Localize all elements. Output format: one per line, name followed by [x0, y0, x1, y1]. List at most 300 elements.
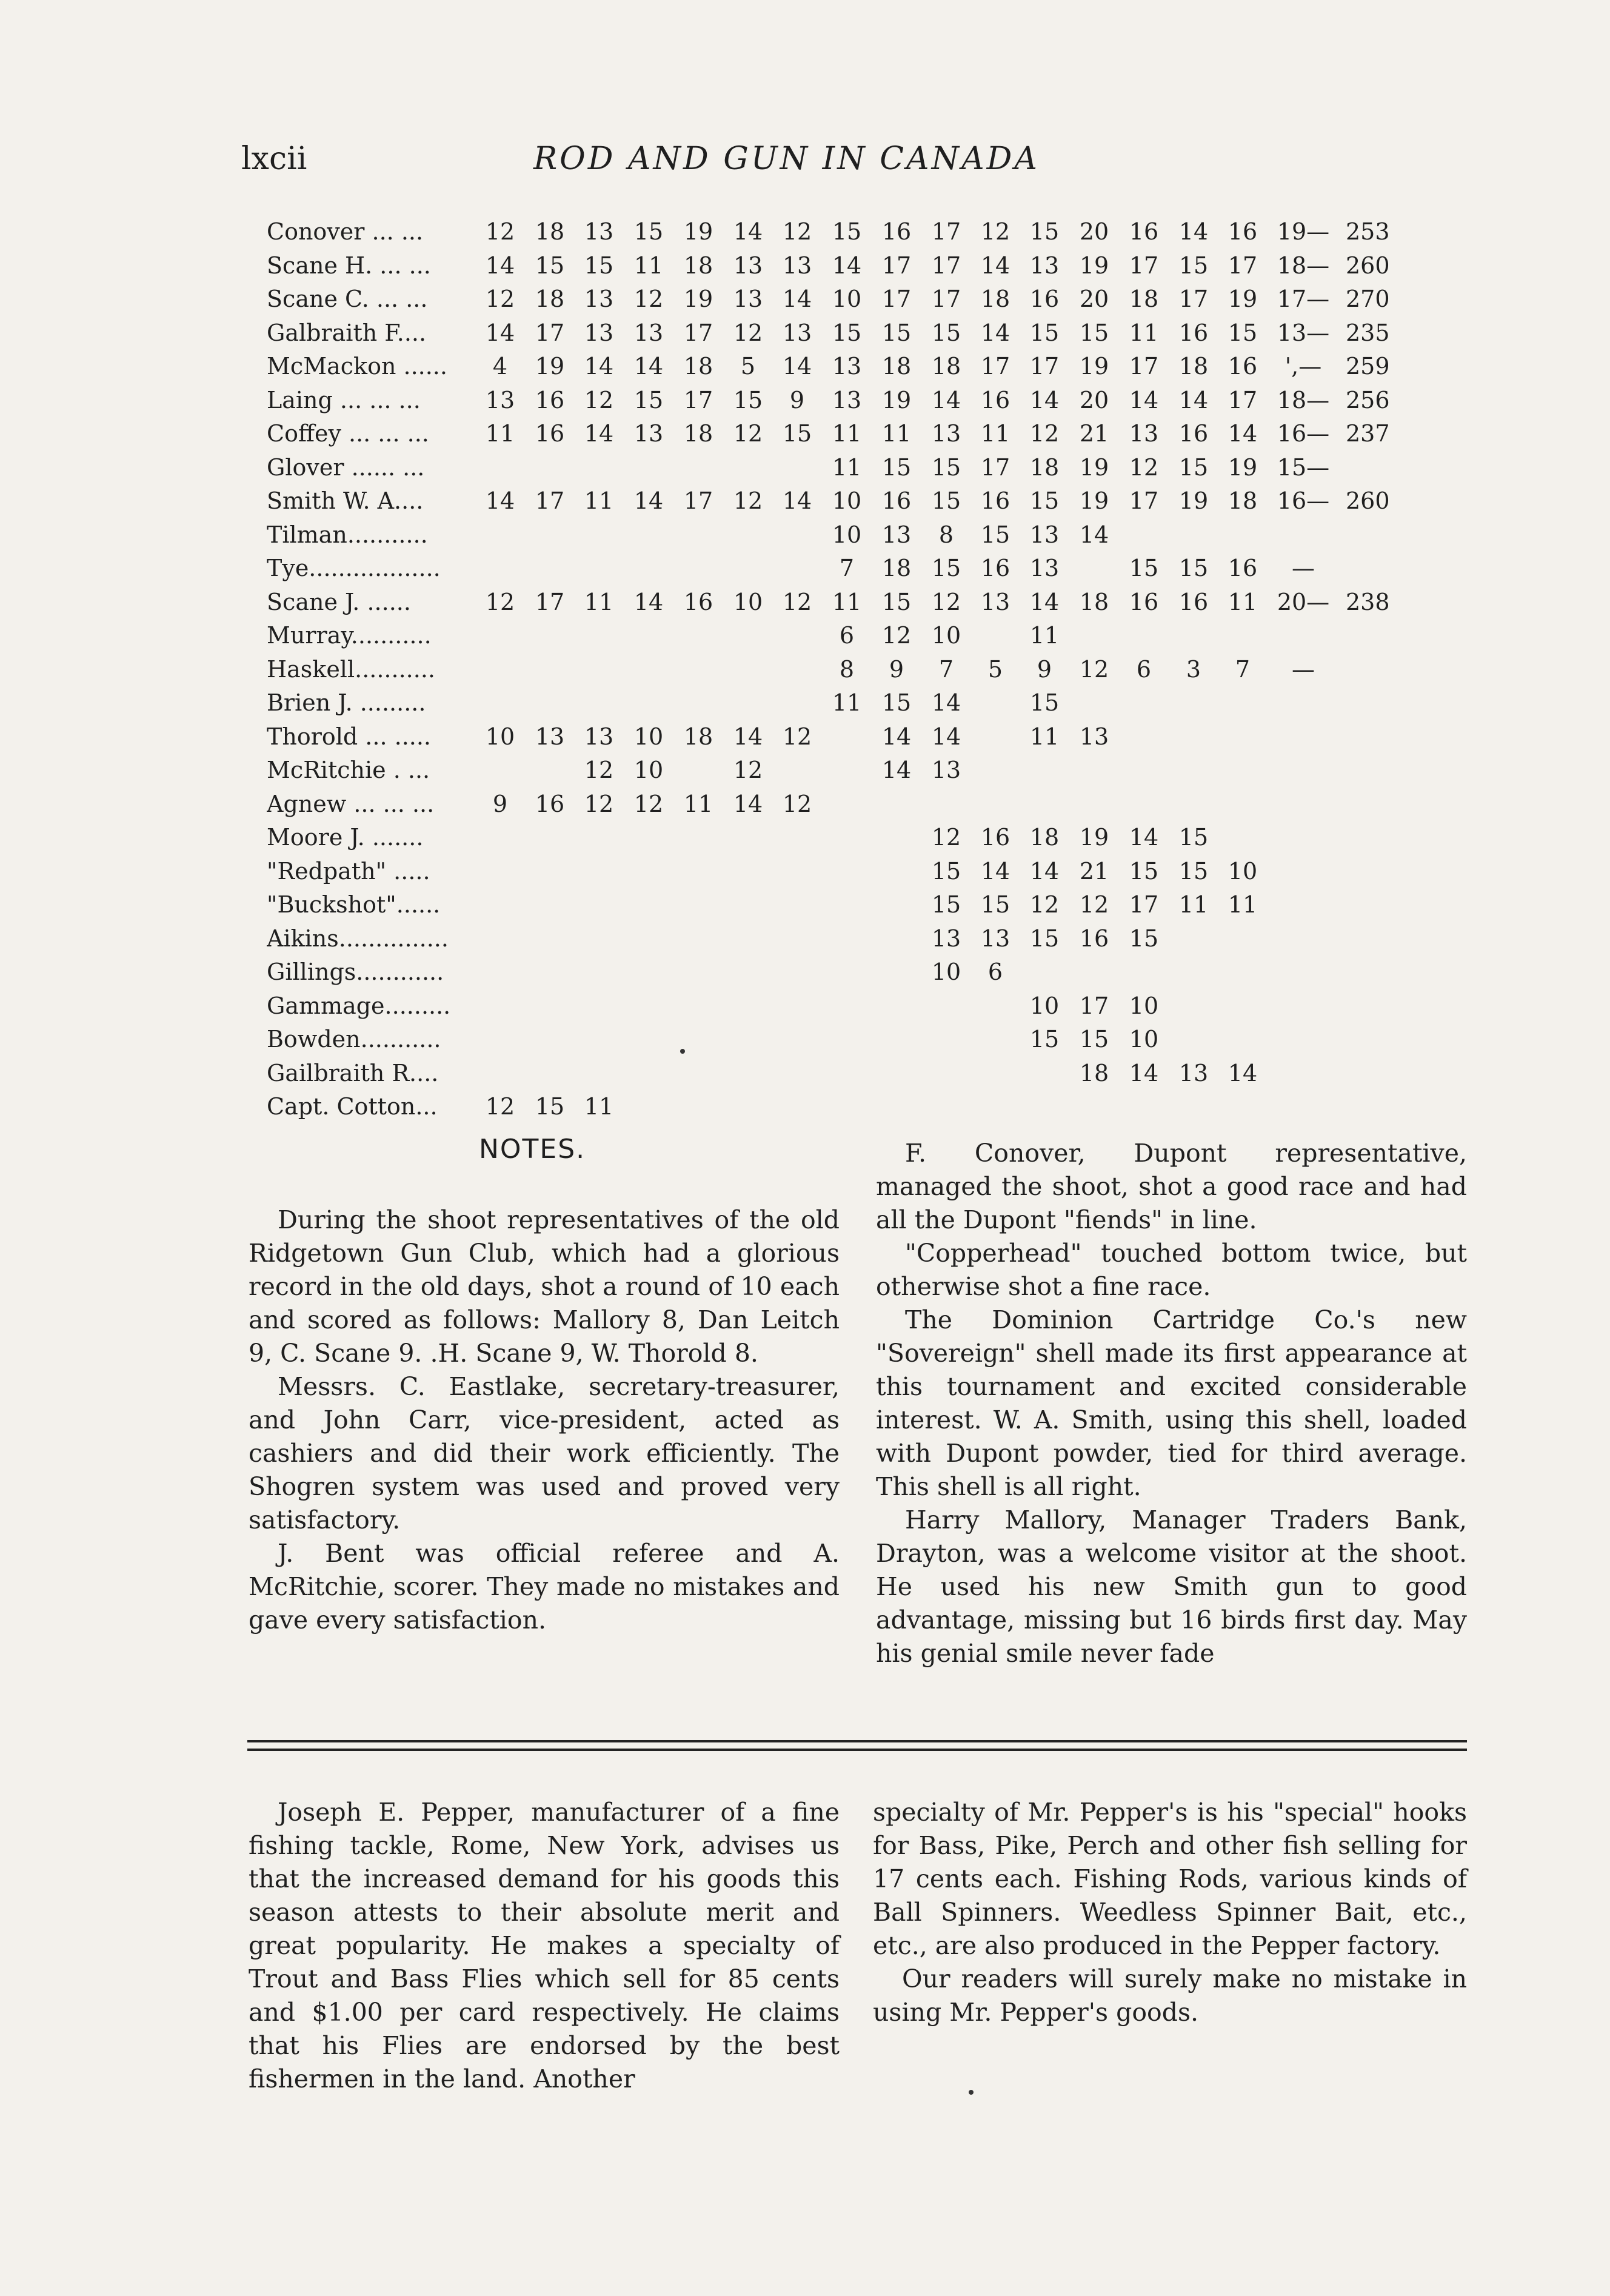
shooter-name: McMackon ......	[267, 353, 447, 380]
article-paragraph: Joseph E. Pepper, manufacturer of a fine fishing tackle, Rome, New York, advises us that the increased demand for his goods this season attests to their absolute merit and great popularity. He makes a specialty of Trout and Bass Flies which sell for 85 cents and $1.00 per card respectively. He claims that his Flies are endorsed by the best fishermen in the land. Another	[249, 1798, 840, 2094]
score-cell: 11	[584, 487, 614, 514]
score-cell: 13	[733, 252, 763, 279]
score-cell: 12	[584, 790, 614, 817]
score-cell: 14	[733, 723, 763, 750]
score-cell: 17	[1079, 992, 1109, 1019]
score-cell: 11	[1228, 891, 1258, 918]
score-cell: 16	[1079, 925, 1109, 952]
score-cell: 10	[832, 487, 862, 514]
score-cell: 14	[1029, 857, 1060, 885]
score-cell: 13	[584, 319, 614, 346]
score-cell: 12	[782, 790, 812, 817]
score-cell: 17	[881, 252, 912, 279]
table-row	[267, 350, 1467, 384]
score-cell: 14	[633, 588, 664, 615]
score-cell: 17	[1129, 487, 1159, 514]
double-rule-bottom	[247, 1749, 1467, 1751]
score-cell: 11	[1129, 319, 1159, 346]
score-cell: 13	[881, 521, 912, 548]
score-cell: 8	[938, 521, 954, 548]
total-cell: 260	[1346, 252, 1390, 279]
notes-paragraph: The Dominion Cartridge Co.'s new "Sovereign" shell made its first appearance at this tournament and excited considerable interest. W. A. Smith, using this shell, loaded with Dupont powder, tied for third average. This shell is all right.	[876, 1305, 1467, 1501]
score-cell: 15	[980, 521, 1010, 548]
score-cell: 19	[1079, 252, 1109, 279]
score-cell: 11	[832, 454, 862, 481]
score-cell: 18	[1079, 1059, 1109, 1086]
score-cell: 12	[931, 824, 961, 851]
table-row	[267, 1090, 1467, 1124]
score-cell: 15	[980, 891, 1010, 918]
table-row	[267, 956, 1467, 989]
table-row	[267, 484, 1467, 518]
score-cell: 18	[881, 555, 912, 581]
score-cell: 15	[535, 252, 565, 279]
score-cell: 10	[931, 622, 961, 649]
score-cell: 15	[1029, 1026, 1060, 1053]
score-cell: 13	[1029, 252, 1060, 279]
score-cell: 19	[1228, 286, 1258, 312]
score-cell: 16	[1129, 588, 1159, 615]
table-row	[267, 316, 1467, 350]
score-cell: 14	[980, 857, 1010, 885]
total-cell: 253	[1346, 218, 1390, 245]
score-cell: —	[1292, 555, 1315, 581]
shooter-name: Tye..................	[267, 555, 441, 581]
score-cell: 18	[1129, 286, 1159, 312]
table-row	[267, 720, 1467, 754]
score-cell: 17	[1129, 252, 1159, 279]
score-cell: 12	[1079, 891, 1109, 918]
shooter-name: Capt. Cotton...	[267, 1093, 438, 1120]
score-cell: 15—	[1277, 454, 1330, 481]
score-cell: 18	[980, 286, 1010, 312]
score-cell: 14	[485, 487, 515, 514]
score-cell: 9	[492, 790, 508, 817]
score-cell: 13	[931, 757, 961, 783]
score-cell: 17	[683, 319, 713, 346]
score-cell: 15	[931, 319, 961, 346]
score-cell: 5	[740, 353, 756, 380]
score-cell: 11	[980, 420, 1010, 447]
score-cell: 7	[839, 555, 855, 581]
score-cell: 13	[1029, 555, 1060, 581]
score-cell: 17	[1029, 353, 1060, 380]
score-cell: 13	[832, 353, 862, 380]
table-row	[267, 283, 1467, 316]
score-cell: 13	[980, 588, 1010, 615]
score-cell: 19	[683, 286, 713, 312]
shooter-name: Gailbraith R....	[267, 1059, 439, 1086]
score-cell: 10	[931, 959, 961, 985]
score-cell: 16	[1228, 555, 1258, 581]
score-cell: 13	[980, 925, 1010, 952]
score-cell: 17	[931, 252, 961, 279]
score-cell: 19	[1079, 824, 1109, 851]
score-cell: 19	[1228, 454, 1258, 481]
score-cell: 12	[633, 790, 664, 817]
score-cell: 13	[633, 319, 664, 346]
score-cell: 14	[931, 386, 961, 413]
score-cell: 12	[733, 487, 763, 514]
table-row	[267, 788, 1467, 822]
score-cell: 15	[633, 218, 664, 245]
score-cell: 20	[1079, 386, 1109, 413]
score-cell: 18—	[1277, 386, 1330, 413]
score-cell: 16	[1178, 420, 1209, 447]
score-cell: 15	[832, 319, 862, 346]
score-cell: 14	[881, 723, 912, 750]
table-row	[267, 1057, 1467, 1091]
score-cell: 11	[584, 1093, 614, 1120]
total-cell: 235	[1346, 319, 1390, 346]
article-paragraph: Our readers will surely make no mistake in using Mr. Pepper's goods.	[873, 1964, 1467, 2027]
score-cell: 16	[980, 487, 1010, 514]
score-cell: 10	[832, 286, 862, 312]
shooter-name: "Buckshot"......	[267, 891, 441, 918]
score-cell: 17	[980, 454, 1010, 481]
notes-paragraph: J. Bent was official referee and A. McRitchie, scorer. They made no mistakes and gave every satisfaction.	[249, 1539, 840, 1635]
score-cell: 13	[584, 218, 614, 245]
table-row	[267, 821, 1467, 855]
score-cell: 18	[1079, 588, 1109, 615]
shooter-name: Scane H. ... ...	[267, 252, 431, 279]
score-cell: 16	[881, 218, 912, 245]
score-cell: 15	[1129, 925, 1159, 952]
score-cell: 17—	[1277, 286, 1330, 312]
score-cell: 11	[1029, 723, 1060, 750]
score-cell: 13	[1029, 521, 1060, 548]
score-cell: 11	[1228, 588, 1258, 615]
score-cell: 16	[980, 555, 1010, 581]
score-cell: 20	[1079, 286, 1109, 312]
shooter-name: Scane C. ... ...	[267, 286, 428, 312]
notes-paragraph: F. Conover, Dupont representative, managed the shoot, shot a good race and had all the Dupont "fiends" in line.	[876, 1139, 1467, 1234]
shooter-name: Haskell...........	[267, 655, 435, 683]
score-cell: 14	[584, 353, 614, 380]
score-cell: 18	[683, 420, 713, 447]
score-cell: 17	[1129, 891, 1159, 918]
shooter-name: Galbraith F....	[267, 319, 427, 346]
score-cell: 15	[881, 588, 912, 615]
score-cell: 13	[782, 252, 812, 279]
score-cell: 17	[980, 353, 1010, 380]
score-cell: 15	[733, 386, 763, 413]
score-cell: 11	[881, 420, 912, 447]
score-cell: 3	[1186, 655, 1201, 683]
score-cell: 12	[485, 1093, 515, 1120]
score-cell: 12	[1029, 420, 1060, 447]
score-cell: 17	[683, 386, 713, 413]
score-cell: 10	[832, 521, 862, 548]
shooter-name: Coffey ... ... ...	[267, 420, 429, 447]
score-cell: 13	[1079, 723, 1109, 750]
score-cell: 11	[633, 252, 664, 279]
score-cell: 7	[1235, 655, 1251, 683]
score-cell: 19—	[1277, 218, 1330, 245]
score-cell: 8	[839, 655, 855, 683]
score-cell: 14	[633, 487, 664, 514]
table-row	[267, 754, 1467, 788]
score-cell: 9	[889, 655, 904, 683]
score-cell: 12	[881, 622, 912, 649]
score-cell: 15	[931, 555, 961, 581]
score-cell: 14	[1079, 521, 1109, 548]
score-cell: 14	[633, 353, 664, 380]
score-table	[267, 215, 1467, 1124]
table-row	[267, 384, 1467, 418]
table-row	[267, 922, 1467, 956]
shooter-name: Thorold ... .....	[267, 723, 432, 750]
page-number: lxcii	[241, 141, 307, 177]
notes-left-column	[249, 1203, 840, 1637]
score-cell: 13	[584, 286, 614, 312]
score-cell: 16	[1228, 353, 1258, 380]
notes-paragraph: Messrs. C. Eastlake, secretary-treasurer, and John Carr, vice-president, acted as cashiers and did their work efficiently. The Shogren system was used and proved very satisfactory.	[249, 1372, 840, 1535]
score-cell: 14	[1178, 386, 1209, 413]
pepper-left-column	[249, 1796, 840, 2096]
score-cell: 13	[931, 420, 961, 447]
score-cell: 15	[1178, 857, 1209, 885]
score-cell: 9	[789, 386, 805, 413]
score-cell: 17	[931, 218, 961, 245]
total-cell: 270	[1346, 286, 1390, 312]
score-cell: 15	[1228, 319, 1258, 346]
score-cell: 15	[931, 487, 961, 514]
score-cell: 12	[931, 588, 961, 615]
score-cell: 17	[1228, 252, 1258, 279]
shooter-name: Bowden...........	[267, 1026, 441, 1053]
table-row	[267, 417, 1467, 451]
score-cell: 12	[980, 218, 1010, 245]
score-cell: 13	[931, 925, 961, 952]
score-cell: 16	[980, 824, 1010, 851]
score-cell: 21	[1079, 857, 1109, 885]
score-cell: 14	[584, 420, 614, 447]
notes-paragraph: "Copperhead" touched bottom twice, but otherwise shot a fine race.	[876, 1239, 1467, 1301]
shooter-name: Agnew ... ... ...	[267, 790, 435, 817]
shooter-name: Tilman...........	[267, 521, 428, 548]
article-paragraph: specialty of Mr. Pepper's is his "special" hooks for Bass, Pike, Perch and other fish selling for 17 cents each. Fishing Rods, various kinds of Ball Spinners. Weedless Spinner Bait, etc., etc., are also produced in the Pepper factory.	[873, 1798, 1467, 1960]
score-cell: 14	[1129, 1059, 1159, 1086]
score-cell: 14	[782, 487, 812, 514]
score-cell: 15	[782, 420, 812, 447]
score-cell: 14	[1228, 1059, 1258, 1086]
score-cell: 14	[980, 252, 1010, 279]
table-row	[267, 518, 1467, 552]
score-cell: 14	[980, 319, 1010, 346]
notes-heading: NOTES.	[479, 1134, 586, 1165]
table-row	[267, 586, 1467, 620]
double-rule-top	[247, 1740, 1467, 1742]
score-cell: 16	[535, 386, 565, 413]
score-cell: 12	[1079, 655, 1109, 683]
score-cell: 12	[485, 218, 515, 245]
score-cell: 12	[1029, 891, 1060, 918]
notes-paragraph: During the shoot representatives of the old Ridgetown Gun Club, which had a glorious record in the old days, shot a round of 10 each and scored as follows: Mallory 8, Dan Leitch 9, C. Scane 9. .H. Scane 9, W. Thorold 8.	[249, 1205, 840, 1368]
score-cell: 15	[633, 386, 664, 413]
score-cell: 15	[1178, 824, 1209, 851]
score-cell: 14	[1178, 218, 1209, 245]
score-cell: 15	[931, 857, 961, 885]
score-cell: 12	[733, 757, 763, 783]
score-cell: 19	[1079, 353, 1109, 380]
score-cell: 19	[1079, 487, 1109, 514]
score-cell: 4	[492, 353, 508, 380]
score-cell: 18	[1029, 824, 1060, 851]
score-cell: 14	[931, 723, 961, 750]
score-cell: 18—	[1277, 252, 1330, 279]
score-cell: 6	[1136, 655, 1152, 683]
score-cell: 11	[584, 588, 614, 615]
score-cell: 15	[1029, 925, 1060, 952]
score-cell: 15	[881, 319, 912, 346]
shooter-name: Aikins...............	[267, 925, 449, 952]
score-cell: 15	[1029, 319, 1060, 346]
shooter-name: McRitchie . ...	[267, 757, 430, 783]
score-cell: 13—	[1277, 319, 1330, 346]
score-cell: 15	[1178, 555, 1209, 581]
notes-right-column	[876, 1137, 1467, 1670]
score-cell: 13	[1129, 420, 1159, 447]
score-cell: 16	[1129, 218, 1159, 245]
score-cell: 16	[535, 790, 565, 817]
score-cell: 20—	[1277, 588, 1330, 615]
score-cell: 15	[1029, 218, 1060, 245]
score-cell: 19	[1079, 454, 1109, 481]
score-cell: 14	[1129, 386, 1159, 413]
score-cell: 15	[1029, 487, 1060, 514]
score-cell: 15	[931, 454, 961, 481]
table-row	[267, 215, 1467, 249]
score-cell: 10	[1129, 992, 1159, 1019]
score-cell: 17	[535, 588, 565, 615]
score-cell: 15	[881, 689, 912, 716]
score-cell: 19	[535, 353, 565, 380]
score-cell: 17	[535, 319, 565, 346]
score-cell: 13	[535, 723, 565, 750]
score-cell: 14	[832, 252, 862, 279]
score-cell: 16—	[1277, 487, 1330, 514]
score-cell: 15	[1178, 454, 1209, 481]
running-head: ROD AND GUN IN CANADA	[533, 141, 1040, 177]
score-cell: 10	[633, 757, 664, 783]
score-cell: 16	[683, 588, 713, 615]
table-row	[267, 653, 1467, 687]
score-cell: 14	[1228, 420, 1258, 447]
score-cell: 6	[839, 622, 855, 649]
table-row	[267, 619, 1467, 653]
score-cell: 12	[633, 286, 664, 312]
score-cell: 17	[683, 487, 713, 514]
score-cell: 17	[535, 487, 565, 514]
score-cell: 11	[1178, 891, 1209, 918]
total-cell: 237	[1346, 420, 1390, 447]
score-cell: 11	[683, 790, 713, 817]
score-cell: 18	[1178, 353, 1209, 380]
score-cell: 11	[832, 420, 862, 447]
shooter-name: Conover ... ...	[267, 218, 424, 245]
score-cell: 11	[832, 588, 862, 615]
score-cell: 16	[1178, 588, 1209, 615]
score-cell: 18	[931, 353, 961, 380]
shooter-name: Glover ...... ...	[267, 454, 425, 481]
score-cell: 18	[535, 286, 565, 312]
score-cell: 13	[733, 286, 763, 312]
total-cell: 259	[1346, 353, 1390, 380]
score-cell: 14	[782, 286, 812, 312]
score-cell: 16	[881, 487, 912, 514]
score-cell: 14	[881, 757, 912, 783]
score-cell: 7	[938, 655, 954, 683]
total-cell: 256	[1346, 386, 1390, 413]
table-row	[267, 249, 1467, 283]
score-cell: 12	[485, 286, 515, 312]
score-cell: 16	[535, 420, 565, 447]
score-cell: 18	[683, 723, 713, 750]
shooter-name: Brien J. .........	[267, 689, 426, 716]
score-cell: 18	[683, 252, 713, 279]
score-cell: 13	[782, 319, 812, 346]
score-cell: 5	[987, 655, 1003, 683]
score-cell: 12	[782, 218, 812, 245]
score-cell: 20	[1079, 218, 1109, 245]
score-cell: 16	[1029, 286, 1060, 312]
score-cell: 15	[881, 454, 912, 481]
score-cell: 21	[1079, 420, 1109, 447]
score-cell: 15	[1079, 319, 1109, 346]
score-cell: 18	[535, 218, 565, 245]
score-cell: 13	[633, 420, 664, 447]
shooter-name: Murray...........	[267, 622, 432, 649]
table-row	[267, 989, 1467, 1023]
score-cell: 12	[485, 588, 515, 615]
score-cell: 15	[1029, 689, 1060, 716]
score-cell: 15	[535, 1093, 565, 1120]
score-cell: 14	[1129, 824, 1159, 851]
score-cell: 9	[1037, 655, 1052, 683]
table-row	[267, 451, 1467, 485]
score-cell: 17	[1178, 286, 1209, 312]
score-cell: 10	[1029, 992, 1060, 1019]
score-cell: 15	[1129, 857, 1159, 885]
score-cell: 10	[1129, 1026, 1159, 1053]
total-cell: 238	[1346, 588, 1390, 615]
score-cell: 11	[832, 689, 862, 716]
shooter-name: Gammage.........	[267, 992, 451, 1019]
score-cell: 10	[733, 588, 763, 615]
score-cell: 14	[485, 252, 515, 279]
shooter-name: "Redpath" .....	[267, 857, 430, 885]
score-cell: 16	[1228, 218, 1258, 245]
table-row	[267, 686, 1467, 720]
score-cell: 18	[683, 353, 713, 380]
score-cell: 13	[832, 386, 862, 413]
score-cell: —	[1292, 655, 1315, 683]
shooter-name: Smith W. A....	[267, 487, 424, 514]
shooter-name: Laing ... ... ...	[267, 386, 421, 413]
score-cell: 14	[782, 353, 812, 380]
score-cell: 16—	[1277, 420, 1330, 447]
score-cell: 14	[1029, 588, 1060, 615]
table-row	[267, 855, 1467, 889]
score-cell: 11	[1029, 622, 1060, 649]
score-cell: 16	[980, 386, 1010, 413]
score-cell: 18	[1029, 454, 1060, 481]
score-cell: 12	[584, 386, 614, 413]
score-cell: 17	[931, 286, 961, 312]
score-cell: 15	[1129, 555, 1159, 581]
score-cell: 12	[782, 588, 812, 615]
